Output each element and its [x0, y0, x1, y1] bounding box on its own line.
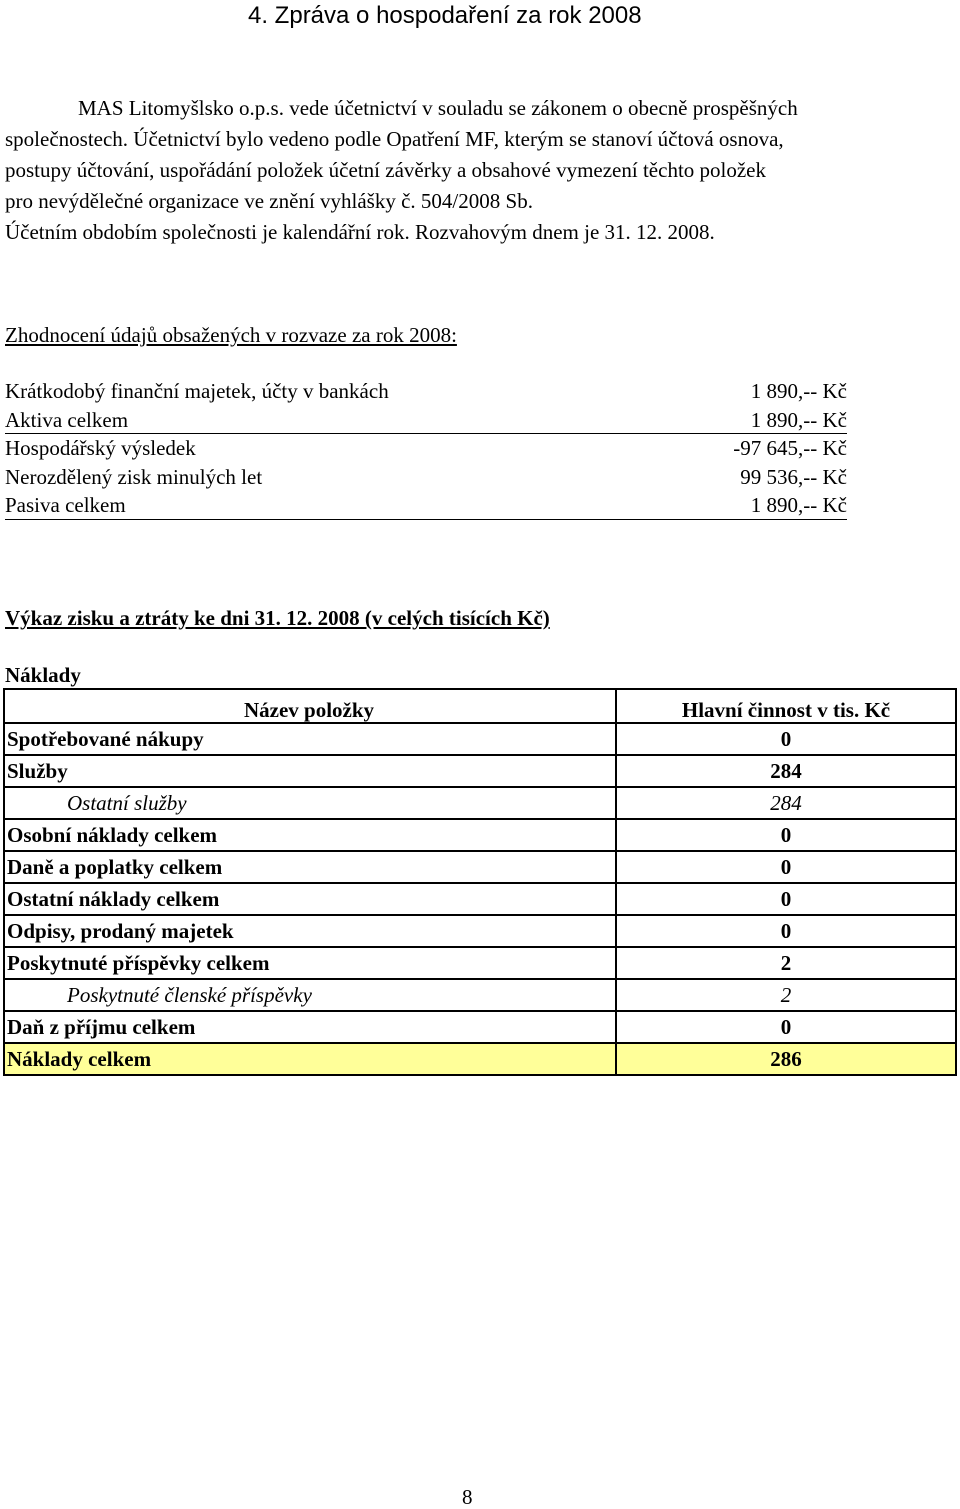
paragraph-line: společnostech. Účetnictví bylo vedeno podle Opatření MF, kterým se stanoví účtová osnova, — [5, 127, 784, 151]
costs-label: Náklady — [5, 663, 81, 687]
row-value: 0 — [616, 915, 956, 947]
balance-value: 99 536,-- Kč — [740, 464, 847, 489]
balance-row — [5, 463, 847, 492]
row-value: 284 — [616, 755, 956, 787]
column-header-name: Název položky — [4, 689, 616, 723]
paragraph-line: postupy účtování, uspořádání položek účetní závěrky a obsahové vymezení těchto položek — [5, 158, 767, 182]
paragraph-line: Účetním obdobím společnosti je kalendářní rok. Rozvahovým dnem je 31. 12. 2008. — [5, 220, 715, 244]
balance-value: -97 645,-- Kč — [733, 436, 847, 460]
table-total-row — [4, 1043, 956, 1075]
page-number: 8 — [462, 1485, 473, 1509]
table-row — [4, 947, 956, 979]
row-value: 284 — [616, 787, 956, 819]
row-value: 0 — [616, 819, 956, 851]
row-name: Náklady celkem — [4, 1043, 616, 1075]
paragraph-line: MAS Litomyšlsko o.p.s. vede účetnictví v souladu se zákonem o obecně prospěšných — [78, 96, 798, 120]
row-name: Odpisy, prodaný majetek — [4, 915, 616, 947]
balance-label: Aktiva celkem — [5, 407, 129, 432]
table-row — [4, 755, 956, 787]
table-row — [4, 851, 956, 883]
row-name: Osobní náklady celkem — [4, 819, 616, 851]
row-value: 0 — [616, 883, 956, 915]
balance-label: Pasiva celkem — [5, 493, 126, 517]
intro-paragraph — [5, 93, 950, 248]
income-statement-title: Výkaz zisku a ztráty ke dni 31. 12. 2008 (v celých tisících Kč) — [5, 606, 550, 630]
row-value: 0 — [616, 723, 956, 755]
balance-label: Krátkodobý finanční majetek, účty v bankách — [5, 379, 389, 403]
row-value: 2 — [616, 979, 956, 1011]
costs-table — [3, 688, 957, 1076]
paragraph-line: pro nevýdělečné organizace ve znění vyhlášky č. 504/2008 Sb. — [5, 189, 533, 213]
table-row — [4, 723, 956, 755]
balance-row — [5, 434, 847, 463]
row-value: 2 — [616, 947, 956, 979]
table-row — [4, 883, 956, 915]
balance-value: 1 890,-- Kč — [750, 493, 847, 517]
column-header-value: Hlavní činnost v tis. Kč — [616, 689, 956, 723]
row-name: Daň z příjmu celkem — [4, 1011, 616, 1043]
table-row — [4, 819, 956, 851]
row-value: 0 — [616, 1011, 956, 1043]
row-name: Daně a poplatky celkem — [4, 851, 616, 883]
table-subrow — [4, 979, 956, 1011]
row-value: 286 — [616, 1043, 956, 1075]
row-name: Ostatní služby — [4, 787, 616, 819]
balance-row — [5, 491, 847, 520]
balance-title: Zhodnocení údajů obsažených v rozvaze za rok 2008: — [5, 323, 457, 347]
table-row — [4, 1011, 956, 1043]
section-heading: 4. Zpráva o hospodaření za rok 2008 — [248, 2, 642, 29]
row-name: Poskytnuté členské příspěvky — [4, 979, 616, 1011]
table-header-row — [4, 689, 956, 723]
balance-label: Hospodářský výsledek — [5, 436, 196, 460]
table-row — [4, 915, 956, 947]
balance-row — [5, 377, 847, 406]
balance-list — [5, 377, 847, 520]
row-name: Ostatní náklady celkem — [4, 883, 616, 915]
balance-row — [5, 406, 847, 435]
table-subrow — [4, 787, 956, 819]
balance-label: Nerozdělený zisk minulých let — [5, 464, 263, 489]
balance-value: 1 890,-- Kč — [750, 379, 847, 403]
balance-value: 1 890,-- Kč — [750, 407, 847, 432]
row-name: Služby — [4, 755, 616, 787]
row-name: Spotřebované nákupy — [4, 723, 616, 755]
row-value: 0 — [616, 851, 956, 883]
row-name: Poskytnuté příspěvky celkem — [4, 947, 616, 979]
